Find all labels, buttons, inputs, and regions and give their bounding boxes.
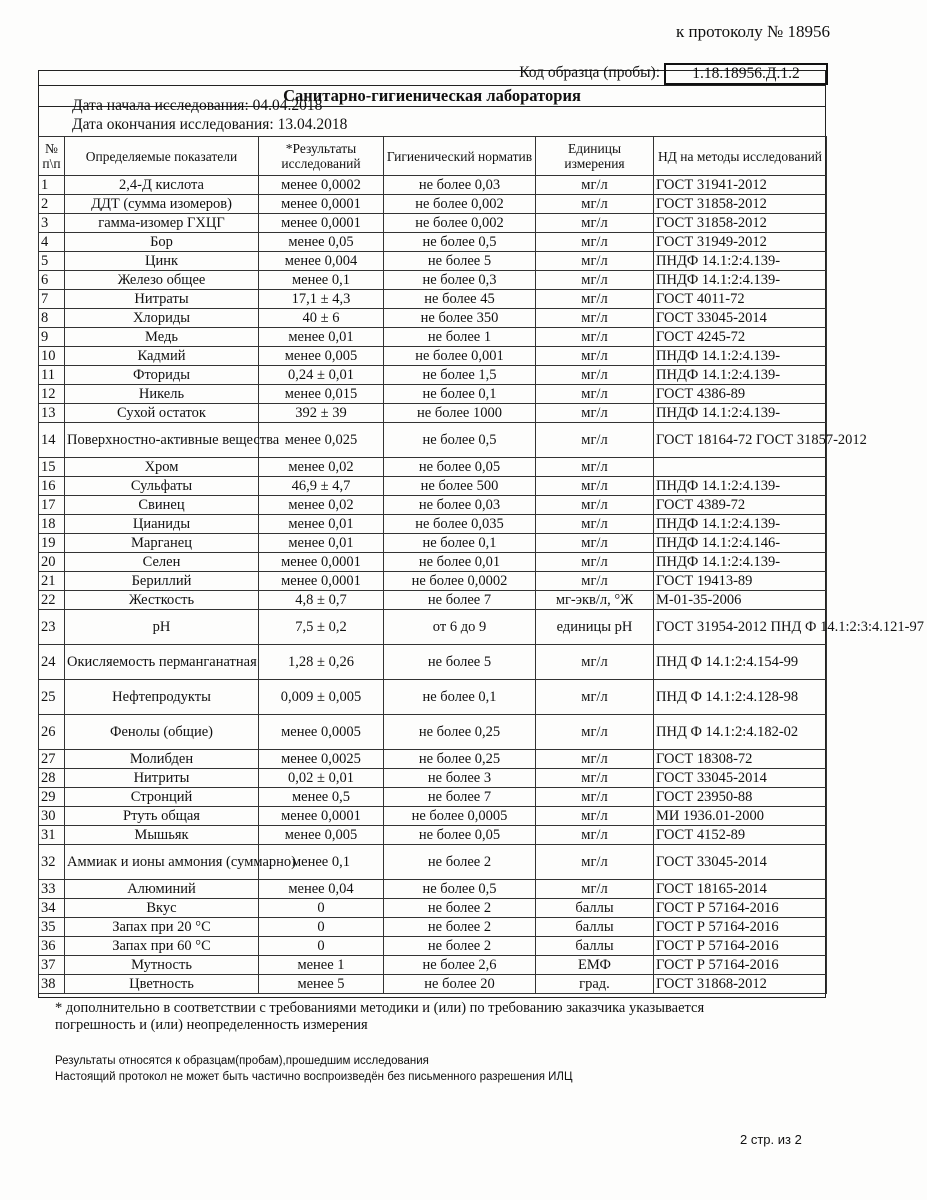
table-row [39, 937, 827, 956]
result-value: менее 0,004 [259, 252, 384, 271]
table-row [39, 252, 827, 271]
result-value: 392 ± 39 [259, 404, 384, 423]
row-number: 9 [39, 328, 65, 347]
row-number: 27 [39, 750, 65, 769]
result-value: менее 0,0005 [259, 715, 384, 750]
table-row [39, 553, 827, 572]
method-document: ПНДФ 14.1:2:4.139- [654, 515, 827, 534]
row-number: 26 [39, 715, 65, 750]
indicator-name: ДДТ (сумма изомеров) [65, 195, 259, 214]
unit-of-measure: мг/л [536, 423, 654, 458]
method-document: ГОСТ 31949-2012 [654, 233, 827, 252]
hygienic-norm: не более 0,03 [384, 496, 536, 515]
method-document: ГОСТ 31954-2012 ПНД Ф 14.1:2:3:4.121-97 [654, 610, 827, 645]
result-value: 17,1 ± 4,3 [259, 290, 384, 309]
hygienic-norm: не более 1 [384, 328, 536, 347]
table-row [39, 645, 827, 680]
result-value: менее 0,04 [259, 880, 384, 899]
indicator-name: Фториды [65, 366, 259, 385]
hygienic-norm: не более 0,1 [384, 385, 536, 404]
indicator-name: Поверхностно-активные вещества [65, 423, 259, 458]
page-number: 2 стр. из 2 [740, 1132, 802, 1147]
result-value: менее 0,0025 [259, 750, 384, 769]
result-value: менее 0,015 [259, 385, 384, 404]
results-note: Результаты относятся к образцам(пробам),прошедшим исследования [55, 1055, 429, 1067]
result-value: менее 0,01 [259, 328, 384, 347]
table-row [39, 591, 827, 610]
table-row [39, 176, 827, 195]
method-document: ГОСТ 4011-72 [654, 290, 827, 309]
method-document: ГОСТ Р 57164-2016 [654, 937, 827, 956]
row-number: 21 [39, 572, 65, 591]
hygienic-norm: не более 5 [384, 252, 536, 271]
indicator-name: Никель [65, 385, 259, 404]
result-value: 0 [259, 899, 384, 918]
table-row [39, 366, 827, 385]
hygienic-norm: не более 0,002 [384, 195, 536, 214]
unit-of-measure: мг/л [536, 807, 654, 826]
table-row [39, 328, 827, 347]
table-row [39, 214, 827, 233]
row-number: 13 [39, 404, 65, 423]
row-number: 30 [39, 807, 65, 826]
date-end: Дата окончания исследования: 13.04.2018 [72, 116, 348, 133]
reproduction-note: Настоящий протокол не может быть частично воспроизведён без письменного разрешения ИЛЦ [55, 1071, 573, 1083]
hygienic-norm: не более 0,001 [384, 347, 536, 366]
row-number: 25 [39, 680, 65, 715]
unit-of-measure: баллы [536, 937, 654, 956]
hygienic-norm: не более 20 [384, 975, 536, 994]
unit-of-measure: мг/л [536, 233, 654, 252]
unit-of-measure: мг/л [536, 252, 654, 271]
hygienic-norm: не более 0,5 [384, 233, 536, 252]
hygienic-norm: не более 1000 [384, 404, 536, 423]
indicator-name: Молибден [65, 750, 259, 769]
unit-of-measure: мг/л [536, 366, 654, 385]
hygienic-norm: не более 1,5 [384, 366, 536, 385]
row-number: 37 [39, 956, 65, 975]
unit-of-measure: мг/л [536, 645, 654, 680]
hygienic-norm: не более 0,05 [384, 458, 536, 477]
unit-of-measure: мг/л [536, 496, 654, 515]
method-document: ПНДФ 14.1:2:4.139- [654, 271, 827, 290]
indicator-name: Медь [65, 328, 259, 347]
indicator-name: Цианиды [65, 515, 259, 534]
row-number: 34 [39, 899, 65, 918]
method-document: ГОСТ 4245-72 [654, 328, 827, 347]
indicator-name: гамма-изомер ГХЦГ [65, 214, 259, 233]
unit-of-measure: град. [536, 975, 654, 994]
result-value: менее 0,0001 [259, 214, 384, 233]
indicator-name: Нефтепродукты [65, 680, 259, 715]
indicator-name: Сульфаты [65, 477, 259, 496]
hygienic-norm: не более 0,5 [384, 880, 536, 899]
table-row [39, 715, 827, 750]
indicator-name: Марганец [65, 534, 259, 553]
unit-of-measure: мг/л [536, 271, 654, 290]
method-document: ГОСТ 18164-72 ГОСТ 31857-2012 [654, 423, 827, 458]
indicator-name: Хлориды [65, 309, 259, 328]
indicator-name: Свинец [65, 496, 259, 515]
unit-of-measure: мг/л [536, 385, 654, 404]
date-start: Дата начала исследования: 04.04.2018 [72, 97, 323, 114]
unit-of-measure: мг/л [536, 214, 654, 233]
method-document: ГОСТ 31941-2012 [654, 176, 827, 195]
table-row [39, 477, 827, 496]
method-document: ПНДФ 14.1:2:4.139- [654, 477, 827, 496]
result-value: 46,9 ± 4,7 [259, 477, 384, 496]
method-document: ГОСТ Р 57164-2016 [654, 899, 827, 918]
row-number: 16 [39, 477, 65, 496]
hygienic-norm: не более 0,05 [384, 826, 536, 845]
table-row [39, 423, 827, 458]
method-document: М-01-35-2006 [654, 591, 827, 610]
unit-of-measure: мг/л [536, 404, 654, 423]
row-number: 3 [39, 214, 65, 233]
table-row [39, 404, 827, 423]
hygienic-norm: не более 2,6 [384, 956, 536, 975]
method-document: ПНД Ф 14.1:2:4.182-02 [654, 715, 827, 750]
row-number: 7 [39, 290, 65, 309]
row-number: 15 [39, 458, 65, 477]
result-value: 0,009 ± 0,005 [259, 680, 384, 715]
indicator-name: Нитриты [65, 769, 259, 788]
indicator-name: Цветность [65, 975, 259, 994]
row-number: 11 [39, 366, 65, 385]
table-row [39, 769, 827, 788]
indicator-name: Селен [65, 553, 259, 572]
indicator-name: Мышьяк [65, 826, 259, 845]
hygienic-norm: не более 0,3 [384, 271, 536, 290]
method-document: ПНДФ 14.1:2:4.139- [654, 553, 827, 572]
hygienic-norm: не более 0,03 [384, 176, 536, 195]
hygienic-norm: не более 0,25 [384, 750, 536, 769]
result-value: менее 0,0002 [259, 176, 384, 195]
lab-title: Санитарно-гигиеническая лаборатория [38, 85, 826, 107]
table-row [39, 826, 827, 845]
result-value: менее 0,02 [259, 458, 384, 477]
unit-of-measure: мг/л [536, 680, 654, 715]
result-value: 40 ± 6 [259, 309, 384, 328]
method-document: ГОСТ 31868-2012 [654, 975, 827, 994]
unit-of-measure: мг/л [536, 750, 654, 769]
table-row [39, 534, 827, 553]
table-header-row [39, 137, 827, 176]
method-document: ПНД Ф 14.1:2:4.128-98 [654, 680, 827, 715]
result-value: менее 1 [259, 956, 384, 975]
hygienic-norm: не более 5 [384, 645, 536, 680]
table-row [39, 572, 827, 591]
result-value: менее 0,05 [259, 233, 384, 252]
result-value: менее 0,005 [259, 347, 384, 366]
column-header: Определяемые показатели [65, 137, 259, 176]
indicator-name: Цинк [65, 252, 259, 271]
unit-of-measure: мг/л [536, 176, 654, 195]
results-table [38, 136, 924, 994]
method-document: ГОСТ 23950-88 [654, 788, 827, 807]
indicator-name: Кадмий [65, 347, 259, 366]
unit-of-measure: единицы pH [536, 610, 654, 645]
unit-of-measure: мг/л [536, 458, 654, 477]
unit-of-measure: мг/л [536, 572, 654, 591]
indicator-name: Аммиак и ионы аммония (суммарно) [65, 845, 259, 880]
method-document: ПНДФ 14.1:2:4.139- [654, 347, 827, 366]
unit-of-measure: мг/л [536, 477, 654, 496]
table-row [39, 233, 827, 252]
hygienic-norm: не более 2 [384, 845, 536, 880]
hygienic-norm: не более 2 [384, 937, 536, 956]
hygienic-norm: не более 3 [384, 769, 536, 788]
result-value: 4,8 ± 0,7 [259, 591, 384, 610]
indicator-name: Вкус [65, 899, 259, 918]
indicator-name: Ртуть общая [65, 807, 259, 826]
hygienic-norm: не более 0,0002 [384, 572, 536, 591]
row-number: 18 [39, 515, 65, 534]
results-body [39, 176, 924, 994]
hygienic-norm: не более 0,1 [384, 534, 536, 553]
table-row [39, 271, 827, 290]
unit-of-measure: мг/л [536, 195, 654, 214]
row-number: 20 [39, 553, 65, 572]
row-number: 32 [39, 845, 65, 880]
method-document: ПНДФ 14.1:2:4.139- [654, 366, 827, 385]
method-document: ГОСТ 18308-72 [654, 750, 827, 769]
indicator-name: Бор [65, 233, 259, 252]
result-value: менее 0,0001 [259, 807, 384, 826]
table-row [39, 309, 827, 328]
table-row [39, 788, 827, 807]
sample-code-label: Код образца (пробы): [519, 64, 660, 81]
indicator-name: Окисляемость перманганатная [65, 645, 259, 680]
unit-of-measure: мг/л [536, 515, 654, 534]
sample-code-box: 1.18.18956.Д.1.2 [664, 63, 828, 85]
unit-of-measure: мг/л [536, 715, 654, 750]
unit-of-measure: мг/л [536, 845, 654, 880]
row-number: 12 [39, 385, 65, 404]
table-row [39, 458, 827, 477]
unit-of-measure: баллы [536, 899, 654, 918]
unit-of-measure: мг/л [536, 788, 654, 807]
hygienic-norm: не более 0,0005 [384, 807, 536, 826]
column-header: Единицы измерения [536, 137, 654, 176]
row-number: 19 [39, 534, 65, 553]
row-number: 28 [39, 769, 65, 788]
method-document: ГОСТ 33045-2014 [654, 769, 827, 788]
table-row [39, 956, 827, 975]
unit-of-measure: мг/л [536, 553, 654, 572]
row-number: 17 [39, 496, 65, 515]
indicator-name: Фенолы (общие) [65, 715, 259, 750]
method-document: ПНДФ 14.1:2:4.139- [654, 252, 827, 271]
indicator-name: pH [65, 610, 259, 645]
hygienic-norm: не более 2 [384, 918, 536, 937]
table-row [39, 845, 827, 880]
row-number: 14 [39, 423, 65, 458]
hygienic-norm: не более 350 [384, 309, 536, 328]
table-row [39, 680, 827, 715]
method-document: ГОСТ 33045-2014 [654, 309, 827, 328]
method-document: ПНД Ф 14.1:2:4.154-99 [654, 645, 827, 680]
result-value: менее 0,0001 [259, 195, 384, 214]
table-row [39, 610, 827, 645]
method-document: ГОСТ 31858-2012 [654, 195, 827, 214]
hygienic-norm: не более 0,5 [384, 423, 536, 458]
result-value: менее 0,01 [259, 515, 384, 534]
indicator-name: Стронций [65, 788, 259, 807]
row-number: 29 [39, 788, 65, 807]
row-number: 36 [39, 937, 65, 956]
method-document: ГОСТ 19413-89 [654, 572, 827, 591]
footnote: * дополнительно в соответствии с требованиями методики и (или) по требованию заказчика указывается погрешность и (или) неопределенность измерения [55, 1000, 705, 1033]
hygienic-norm: не более 500 [384, 477, 536, 496]
indicator-name: Жесткость [65, 591, 259, 610]
table-row [39, 195, 827, 214]
hygienic-norm: не более 7 [384, 788, 536, 807]
result-value: менее 0,01 [259, 534, 384, 553]
unit-of-measure: баллы [536, 918, 654, 937]
unit-of-measure: ЕМФ [536, 956, 654, 975]
result-value: менее 0,0001 [259, 572, 384, 591]
table-row [39, 385, 827, 404]
table-row [39, 975, 827, 994]
row-number: 33 [39, 880, 65, 899]
row-number: 5 [39, 252, 65, 271]
row-number: 10 [39, 347, 65, 366]
hygienic-norm: не более 0,1 [384, 680, 536, 715]
table-row [39, 807, 827, 826]
column-header: Гигиенический норматив [384, 137, 536, 176]
table-row [39, 290, 827, 309]
column-header: № п\п [39, 137, 65, 176]
row-number: 35 [39, 918, 65, 937]
result-value: менее 0,1 [259, 271, 384, 290]
hygienic-norm: не более 7 [384, 591, 536, 610]
indicator-name: Запах при 20 °С [65, 918, 259, 937]
row-number: 6 [39, 271, 65, 290]
hygienic-norm: не более 45 [384, 290, 536, 309]
unit-of-measure: мг/л [536, 347, 654, 366]
hygienic-norm: не более 0,25 [384, 715, 536, 750]
unit-of-measure: мг/л [536, 534, 654, 553]
result-value: менее 0,0001 [259, 553, 384, 572]
hygienic-norm: не более 0,035 [384, 515, 536, 534]
method-document: ГОСТ 18165-2014 [654, 880, 827, 899]
row-number: 2 [39, 195, 65, 214]
unit-of-measure: мг/л [536, 328, 654, 347]
method-document: ПНДФ 14.1:2:4.139- [654, 404, 827, 423]
indicator-name: 2,4-Д кислота [65, 176, 259, 195]
row-number: 1 [39, 176, 65, 195]
table-row [39, 515, 827, 534]
row-number: 8 [39, 309, 65, 328]
indicator-name: Железо общее [65, 271, 259, 290]
hygienic-norm: от 6 до 9 [384, 610, 536, 645]
table-row [39, 899, 827, 918]
method-document: МИ 1936.01-2000 [654, 807, 827, 826]
unit-of-measure: мг/л [536, 769, 654, 788]
indicator-name: Нитраты [65, 290, 259, 309]
method-document: ГОСТ 4386-89 [654, 385, 827, 404]
column-header: НД на методы исследований [654, 137, 827, 176]
result-value: 0 [259, 918, 384, 937]
row-number: 4 [39, 233, 65, 252]
table-row [39, 496, 827, 515]
row-number: 22 [39, 591, 65, 610]
hygienic-norm: не более 0,01 [384, 553, 536, 572]
unit-of-measure: мг/л [536, 826, 654, 845]
method-document: ГОСТ 31858-2012 [654, 214, 827, 233]
method-document: ГОСТ Р 57164-2016 [654, 918, 827, 937]
method-document: ГОСТ 33045-2014 [654, 845, 827, 880]
unit-of-measure: мг/л [536, 880, 654, 899]
result-value: менее 0,025 [259, 423, 384, 458]
indicator-name: Мутность [65, 956, 259, 975]
table-row [39, 918, 827, 937]
indicator-name: Запах при 60 °С [65, 937, 259, 956]
hygienic-norm: не более 2 [384, 899, 536, 918]
result-value: менее 5 [259, 975, 384, 994]
row-number: 38 [39, 975, 65, 994]
method-document: ГОСТ Р 57164-2016 [654, 956, 827, 975]
result-value: менее 0,1 [259, 845, 384, 880]
column-header: *Результаты исследований [259, 137, 384, 176]
result-value: менее 0,005 [259, 826, 384, 845]
unit-of-measure: мг/л [536, 290, 654, 309]
table-row [39, 347, 827, 366]
indicator-name: Бериллий [65, 572, 259, 591]
row-number: 23 [39, 610, 65, 645]
result-value: менее 0,02 [259, 496, 384, 515]
result-value: 0,02 ± 0,01 [259, 769, 384, 788]
row-number: 24 [39, 645, 65, 680]
method-document: ГОСТ 4389-72 [654, 496, 827, 515]
result-value: 1,28 ± 0,26 [259, 645, 384, 680]
method-document: ГОСТ 4152-89 [654, 826, 827, 845]
unit-of-measure: мг/л [536, 309, 654, 328]
unit-of-measure: мг-экв/л, °Ж [536, 591, 654, 610]
method-document: ПНДФ 14.1:2:4.146- [654, 534, 827, 553]
result-value: менее 0,5 [259, 788, 384, 807]
table-row [39, 880, 827, 899]
indicator-name: Сухой остаток [65, 404, 259, 423]
table-row [39, 750, 827, 769]
indicator-name: Алюминий [65, 880, 259, 899]
row-number: 31 [39, 826, 65, 845]
method-document [654, 458, 827, 477]
result-value: 0 [259, 937, 384, 956]
result-value: 7,5 ± 0,2 [259, 610, 384, 645]
hygienic-norm: не более 0,002 [384, 214, 536, 233]
indicator-name: Хром [65, 458, 259, 477]
result-value: 0,24 ± 0,01 [259, 366, 384, 385]
protocol-reference: к протоколу № 18956 [676, 22, 830, 41]
